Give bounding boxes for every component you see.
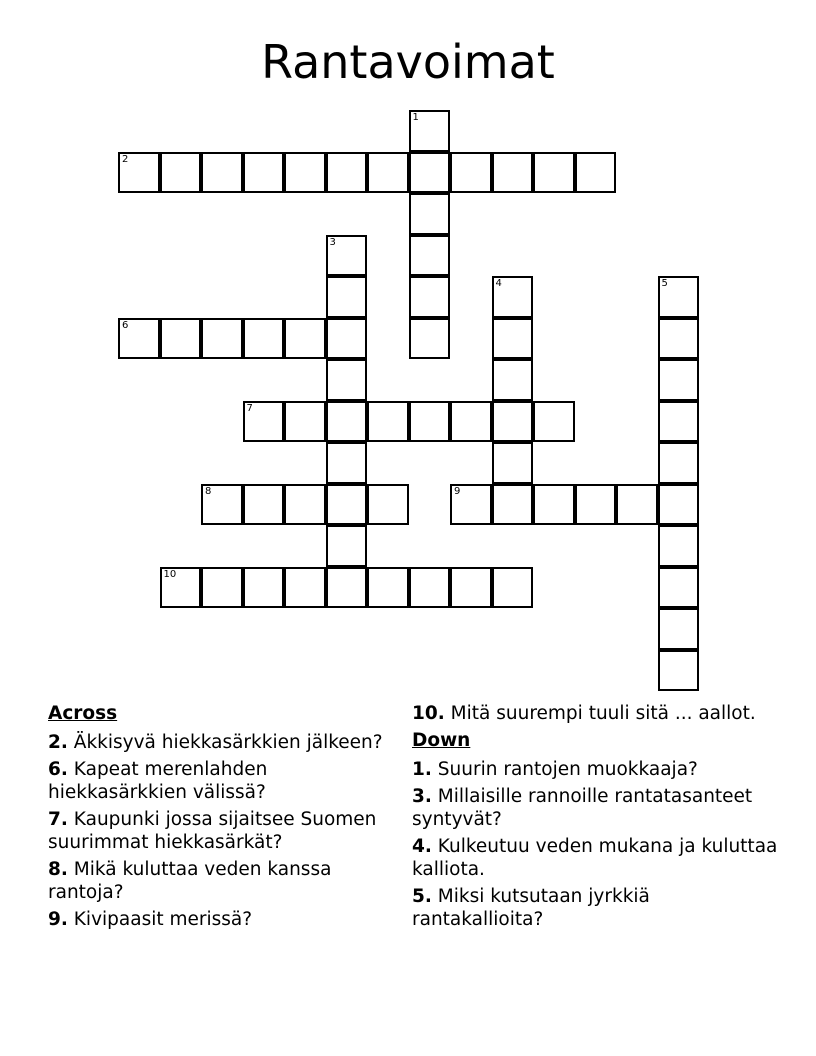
grid-cell[interactable] xyxy=(243,484,285,526)
grid-cell[interactable] xyxy=(367,152,409,194)
grid-cell[interactable] xyxy=(575,484,617,526)
clue-text: Kapeat merenlahden hiekkasärkkien välissä? xyxy=(48,759,268,803)
grid-cell[interactable] xyxy=(326,525,368,567)
clue-across-8 xyxy=(48,858,398,904)
grid-cell[interactable] xyxy=(492,484,534,526)
clue-across-2 xyxy=(48,731,398,754)
grid-cell[interactable] xyxy=(492,359,534,401)
grid-cell[interactable] xyxy=(284,401,326,443)
grid-cell[interactable] xyxy=(658,650,700,692)
clue-number: 9. xyxy=(48,909,68,930)
clue-text: Kaupunki jossa sijaitsee Suomen suurimmat hiekkasärkät? xyxy=(48,809,377,853)
grid-cell[interactable] xyxy=(284,567,326,609)
grid-cell[interactable] xyxy=(201,152,243,194)
grid-cell[interactable] xyxy=(450,152,492,194)
clue-down-5 xyxy=(412,885,782,931)
grid-cell[interactable] xyxy=(326,235,368,277)
grid-cell[interactable] xyxy=(658,276,700,318)
grid-cell[interactable] xyxy=(450,484,492,526)
grid-cell[interactable] xyxy=(492,152,534,194)
grid-cell[interactable] xyxy=(409,401,451,443)
clue-number: 7. xyxy=(48,809,68,830)
grid-cell[interactable] xyxy=(658,608,700,650)
grid-cell[interactable] xyxy=(284,152,326,194)
clue-text: Kivipaasit merissä? xyxy=(73,909,253,930)
grid-cell[interactable] xyxy=(492,318,534,360)
grid-cell[interactable] xyxy=(658,525,700,567)
grid-cell[interactable] xyxy=(409,193,451,235)
across-heading: Across xyxy=(48,703,118,724)
clue-text: Mikä kuluttaa veden kanssa rantoja? xyxy=(48,859,332,903)
grid-cell[interactable] xyxy=(243,318,285,360)
grid-cell[interactable] xyxy=(367,484,409,526)
grid-cell[interactable] xyxy=(367,401,409,443)
grid-cell[interactable] xyxy=(118,318,160,360)
grid-cell[interactable] xyxy=(201,567,243,609)
grid-cell[interactable] xyxy=(284,484,326,526)
grid-cell[interactable] xyxy=(450,567,492,609)
grid-cell[interactable] xyxy=(243,401,285,443)
grid-cell[interactable] xyxy=(160,318,202,360)
clue-across-10 xyxy=(412,702,782,725)
grid-cell[interactable] xyxy=(658,567,700,609)
clue-text: Suurin rantojen muokkaaja? xyxy=(437,759,698,780)
grid-cell[interactable] xyxy=(326,484,368,526)
clue-text: Miksi kutsutaan jyrkkiä rantakallioita? xyxy=(412,886,650,930)
grid-cell[interactable] xyxy=(409,318,451,360)
grid-cell[interactable] xyxy=(409,235,451,277)
grid-cell[interactable] xyxy=(201,484,243,526)
grid-cell[interactable] xyxy=(326,276,368,318)
clue-across-7 xyxy=(48,808,398,854)
grid-cell[interactable] xyxy=(575,152,617,194)
down-heading: Down xyxy=(412,730,471,751)
grid-cell[interactable] xyxy=(367,567,409,609)
grid-cell[interactable] xyxy=(243,567,285,609)
grid-cell[interactable] xyxy=(409,276,451,318)
grid-cell[interactable] xyxy=(450,401,492,443)
cell-number: 7 xyxy=(246,402,253,414)
grid-cell[interactable] xyxy=(658,401,700,443)
cell-number: 2 xyxy=(122,153,129,165)
grid-cell[interactable] xyxy=(243,152,285,194)
cell-number: 10 xyxy=(163,568,177,580)
grid-cell[interactable] xyxy=(616,484,658,526)
grid-cell[interactable] xyxy=(160,567,202,609)
grid-cell[interactable] xyxy=(492,567,534,609)
grid-cell[interactable] xyxy=(658,442,700,484)
grid-cell[interactable] xyxy=(326,567,368,609)
clues-left-column xyxy=(48,702,398,935)
grid-cell[interactable] xyxy=(658,318,700,360)
grid-cell[interactable] xyxy=(326,152,368,194)
grid-cell[interactable] xyxy=(658,359,700,401)
clue-number: 4. xyxy=(412,836,432,857)
cell-number: 1 xyxy=(412,112,419,123)
grid-cell[interactable] xyxy=(284,318,326,360)
grid-cell[interactable] xyxy=(658,484,700,526)
clue-number: 2. xyxy=(48,732,68,753)
grid-cell[interactable] xyxy=(326,442,368,484)
grid-cell[interactable] xyxy=(326,401,368,443)
grid-cell[interactable] xyxy=(201,318,243,360)
cell-number: 4 xyxy=(495,278,502,289)
clue-down-1 xyxy=(412,758,782,781)
grid-cell[interactable] xyxy=(492,401,534,443)
cell-number: 6 xyxy=(122,319,129,331)
clue-text: Mitä suurempi tuuli sitä ... aallot. xyxy=(450,703,756,724)
cell-number: 5 xyxy=(661,278,668,289)
grid-cell[interactable] xyxy=(409,152,451,194)
grid-cell[interactable] xyxy=(533,484,575,526)
grid-cell[interactable] xyxy=(409,567,451,609)
grid-cell[interactable] xyxy=(492,442,534,484)
grid-cell[interactable] xyxy=(409,110,451,152)
clue-across-9 xyxy=(48,908,398,931)
clue-down-3 xyxy=(412,785,782,831)
clue-number: 8. xyxy=(48,859,68,880)
page-title: Rantavoimat xyxy=(261,35,555,89)
clue-text: Millaisille rannoille rantatasanteet syntyvät? xyxy=(412,786,753,830)
cell-number: 8 xyxy=(205,485,212,497)
clues-right-column xyxy=(412,702,782,935)
clue-number: 6. xyxy=(48,759,68,780)
cell-number: 9 xyxy=(454,485,461,497)
clue-across-6 xyxy=(48,758,398,804)
clue-number: 10. xyxy=(412,703,445,724)
clue-number: 5. xyxy=(412,886,432,907)
cell-number: 3 xyxy=(329,236,336,248)
grid-cell[interactable] xyxy=(533,152,575,194)
clue-text: Kulkeutuu veden mukana ja kuluttaa kalliota. xyxy=(412,836,778,880)
clue-text: Äkkisyvä hiekkasärkkien jälkeen? xyxy=(73,732,383,753)
clue-number: 3. xyxy=(412,786,432,807)
grid-cell[interactable] xyxy=(160,152,202,194)
clue-down-4 xyxy=(412,835,782,881)
grid-cell[interactable] xyxy=(492,276,534,318)
grid-cell[interactable] xyxy=(326,318,368,360)
grid-cell[interactable] xyxy=(326,359,368,401)
grid-cell[interactable] xyxy=(533,401,575,443)
grid-cell[interactable] xyxy=(118,152,160,194)
clue-number: 1. xyxy=(412,759,432,780)
